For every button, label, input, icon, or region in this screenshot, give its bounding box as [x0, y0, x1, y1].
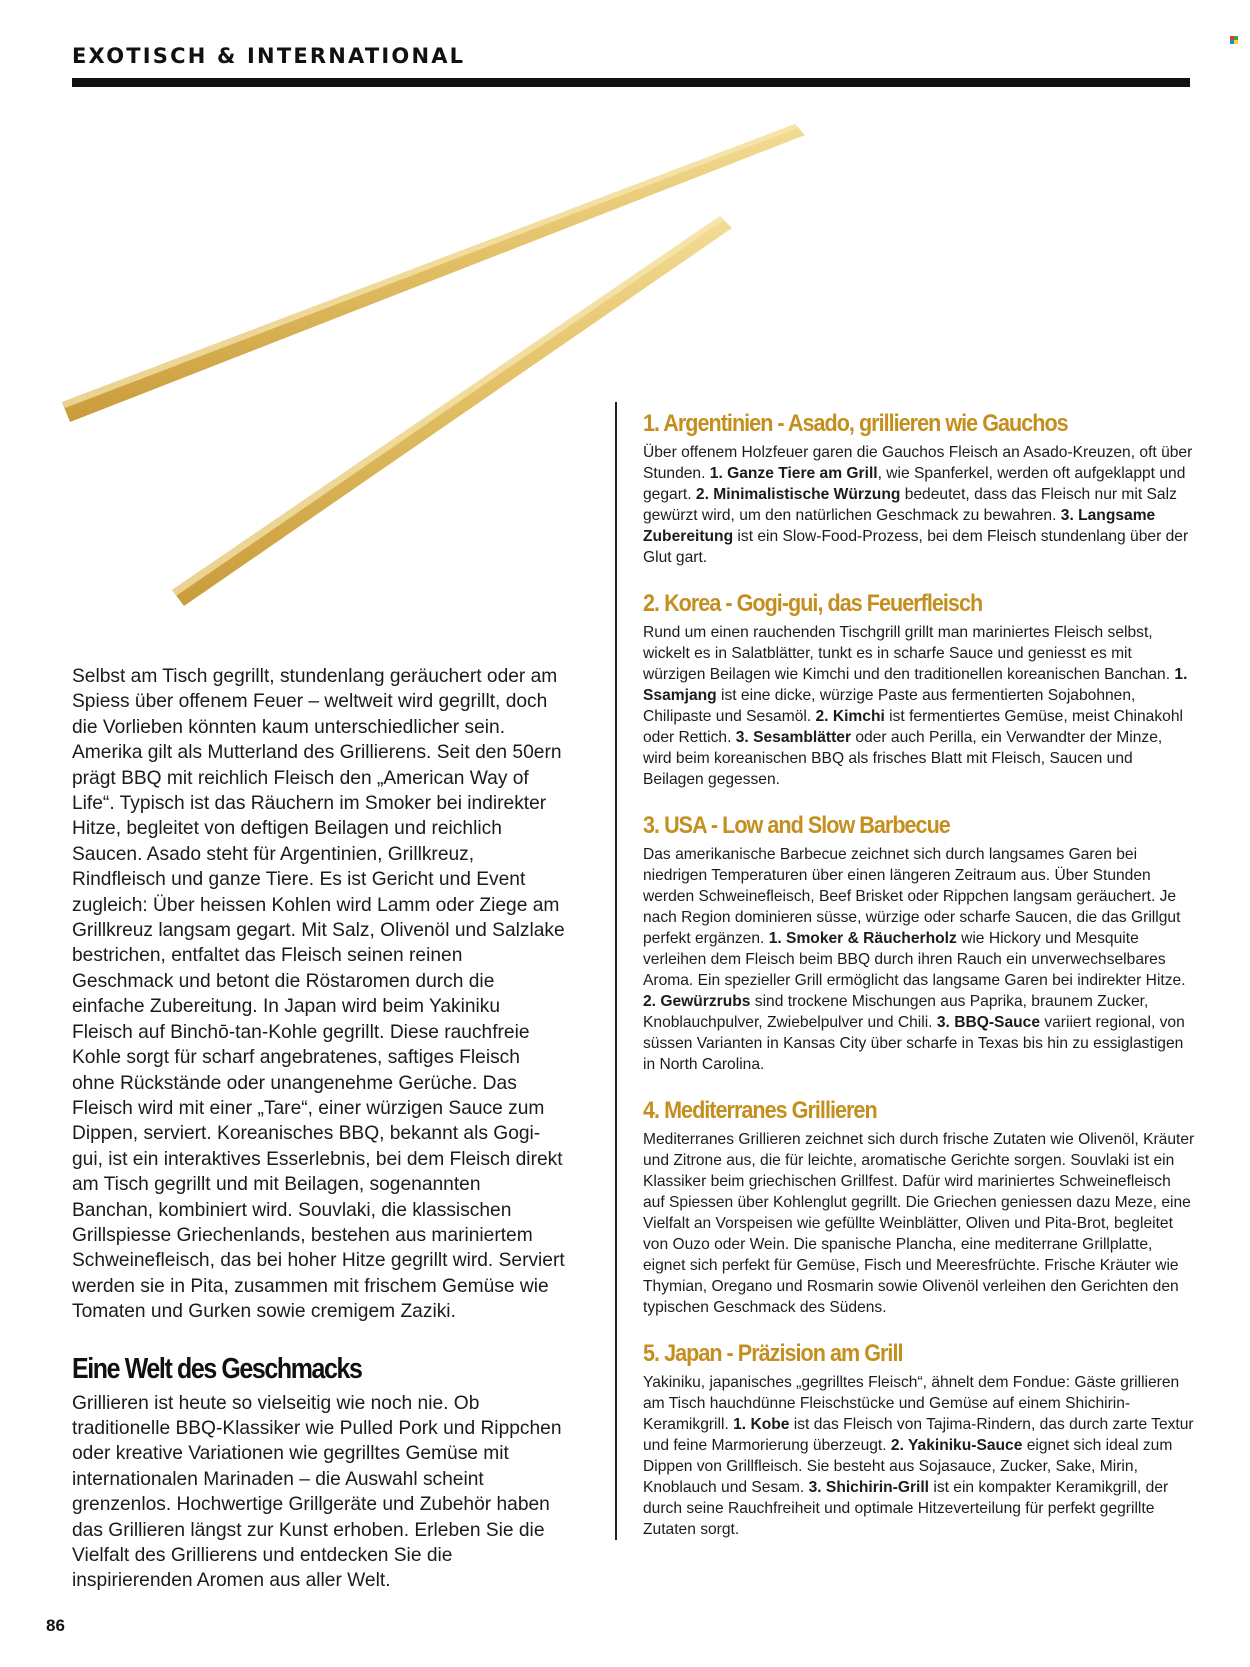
- color-registration-mark: [1230, 36, 1238, 44]
- section-body: [643, 1372, 1195, 1540]
- body-text: variiert regional, von süssen Varianten in Kansas City über scharfe in Texas bis hin zu essiglastigen in North Carolina.: [643, 1014, 1185, 1073]
- left-column: [72, 664, 566, 1594]
- body-text: ist ein Slow-Food-Prozess, bei dem Fleisch stundenlang über der Glut gart.: [643, 528, 1189, 566]
- column-divider: [615, 402, 617, 1540]
- body-text: bedeutet, dass das Fleisch nur mit Salz gewürzt wird, um den natürlichen Geschmack zu bewahren.: [643, 486, 1177, 524]
- highlight-term: 2. Kimchi: [815, 708, 885, 725]
- intro-paragraph: Selbst am Tisch gegrillt, stundenlang geräuchert oder am Spiess über offenem Feuer – weltweit wird gegrillt, doch die Vorlieben könnten kaum unterschiedlicher sein. Amerika gilt als Mutterland des Grillierens. Seit den 50ern prägt BBQ mit reichlich Fleisch den „American Way of Life“. Typisch ist das Räuchern im Smoker bei indirekter Hitze, begleitet von deftigen Beilagen und reichlich Saucen. Asado steht für Argentinien, Grillkreuz, Rindfleisch und ganze Tiere. Es ist Gericht und Event zugleich: Über heissen Kohlen wird Lamm oder Ziege am Grillkreuz langsam gegart. Mit Salz, Olivenöl und Salzlake bestrichen, entfaltet das Fleisch seinen reinen Geschmack und betont die Röstaromen durch die einfache Zubereitung. In Japan wird beim Yakiniku Fleisch auf Binchō-tan-Kohle gegrillt. Diese rauchfreie Kohle sorgt für scharf angebratenes, saftiges Fleisch ohne Rückstände oder unangenehme Gerüche. Das Fleisch wird mit einer „Tare“, einer würzigen Sauce zum Dippen, serviert. Koreanisches BBQ, bekannt als Gogi-gui, ist ein interaktives Esserlebnis, bei dem Fleisch direkt am Tisch gegrillt und mit Beilagen, sogenannten Banchan, kombiniert wird. Souvlaki, die klassischen Grillspiesse Griechenlands, bestehen aus mariniertem Schweinefleisch, das bei hoher Hitze gegrillt wird. Serviert werden sie in Pita, zusammen mit frischem Gemüse wie Tomaten und Gurken sowie cremigem Zaziki.: [72, 666, 565, 1323]
- section-2: [643, 588, 1195, 790]
- section-4: [643, 1095, 1195, 1318]
- section-title: 2. Korea - Gogi-gui, das Feuerfleisch: [643, 590, 983, 617]
- highlight-term: 2. Minimalistische Würzung: [695, 486, 901, 503]
- highlight-term: 1. Kobe: [733, 1416, 790, 1433]
- section-kicker: EXOTISCH & INTERNATIONAL: [72, 44, 466, 68]
- body-text: ist fermentiertes Gemüse, meist Chinakohl oder Rettich.: [643, 708, 1183, 746]
- section-title: 1. Argentinien - Asado, grillieren wie Gauchos: [643, 410, 1068, 437]
- section-body: [643, 1129, 1195, 1318]
- body-text: oder auch Perilla, ein Verwandter der Minze, wird beim koreanischen BBQ als frisches Blatt mit Fleisch, Saucen und Beilagen gegessen.: [643, 729, 1163, 788]
- body-text: Rund um einen rauchenden Tischgrill grillt man mariniertes Fleisch selbst, wickelt es in Salatblätter, tunkt es in scharfe Sauce und geniesst es mit würzigen Beilagen wie Kimchi und den traditionellen koreanischen Banchan.: [643, 624, 1175, 683]
- regional-sections: [643, 408, 1195, 1560]
- body-text: Über offenem Holzfeuer garen die Gauchos Fleisch an Asado-Kreuzen, oft über Stunden.: [643, 444, 1193, 482]
- body-text: eignet sich ideal zum Dippen von Grillfleisch. Sie besteht aus Sojasauce, Zucker, Sake, Mirin, Knoblauch und Sesam.: [643, 1437, 1173, 1496]
- body-text: ist eine dicke, würzige Paste aus fermentierten Sojabohnen, Chilipaste und Sesamöl.: [643, 687, 1136, 725]
- highlight-term: 2. Gewürzrubs: [643, 993, 751, 1010]
- section-5: [643, 1338, 1195, 1540]
- section-title: 5. Japan - Präzision am Grill: [643, 1340, 903, 1367]
- section-1: [643, 408, 1195, 568]
- highlight-term: 3. BBQ-Sauce: [936, 1014, 1040, 1031]
- highlight-term: 1. Smoker & Räucherholz: [768, 930, 957, 947]
- section-3: [643, 810, 1195, 1075]
- highlight-term: 2. Yakiniku-Sauce: [890, 1437, 1023, 1454]
- body-text: ist ein kompakter Keramikgrill, der durch seine Rauchfreiheit und optimale Hitzeverteilung für perfekt gegrillte Zutaten sorgt.: [643, 1479, 1169, 1538]
- highlight-term: 3. Sesamblätter: [735, 729, 852, 746]
- highlight-term: 1. Ssamjang: [643, 666, 1188, 704]
- body-text: sind trockene Mischungen aus Paprika, braunem Zucker, Knoblauchpulver, Zwiebelpulver und Chili.: [643, 993, 1149, 1031]
- body-text: Das amerikanische Barbecue zeichnet sich durch langsames Garen bei niedrigen Temperaturen über einen längeren Zeitraum aus. Über Stunden werden Schweinefleisch, Beef Brisket oder Rippchen langsam geräuchert. Je nach Region dominieren süsse, würzige oder scharfe Saucen, die das Grillgut perfekt ergänzen.: [643, 846, 1181, 947]
- section-body: [643, 622, 1195, 790]
- body-text: , wie Spanferkel, werden oft aufgeklappt und gegart.: [643, 465, 1186, 503]
- section-body: [643, 844, 1195, 1075]
- header-rule: [72, 78, 1190, 87]
- highlight-term: 3. Langsame Zubereitung: [643, 507, 1156, 545]
- highlight-term: 3. Shichirin-Grill: [808, 1479, 930, 1496]
- section-body: [643, 442, 1195, 568]
- chopstick-upper: [62, 124, 805, 422]
- closing-paragraph: Grillieren ist heute so vielseitig wie noch nie. Ob traditionelle BBQ-Klassiker wie Pulled Pork und Rippchen oder kreative Variationen wie gegrilltes Gemüse mit internationalen Marinaden – die Auswahl scheint grenzenlos. Hochwertige Grillgeräte und Zubehör haben das Grillieren längst zur Kunst erhoben. Erleben Sie die Vielfalt des Grillierens und entdecken Sie die inspirierenden Aromen aus aller Welt.: [72, 1392, 562, 1592]
- page-number: 86: [46, 1616, 65, 1635]
- body-text: ist das Fleisch von Tajima-Rindern, das durch zarte Textur und feine Marmorierung überzeugt.: [643, 1416, 1194, 1454]
- body-text: wie Hickory und Mesquite verleihen dem Fleisch beim BBQ durch ihren Rauch ein unverwechselbares Aroma. Ein spezieller Grill ermöglicht das langsame Garen bei indirekter Hitze.: [643, 930, 1186, 989]
- highlight-term: 1. Ganze Tiere am Grill: [709, 465, 878, 482]
- subheading-eine-welt: Eine Welt des Geschmacks: [72, 1352, 362, 1385]
- section-title: 3. USA - Low and Slow Barbecue: [643, 812, 950, 839]
- body-text: Yakiniku, japanisches „gegrilltes Fleisch“, ähnelt dem Fondue: Gäste grillieren am Tisch hauchdünne Fleischstücke und Gemüse auf einem Shichirin-Keramikgrill.: [643, 1374, 1180, 1433]
- body-text: Mediterranes Grillieren zeichnet sich durch frische Zutaten wie Olivenöl, Kräuter und Zitrone aus, die für leichte, aromatische Gerichte sorgen. Souvlaki ist ein Klassiker beim griechischen Grillfest. Dafür wird mariniertes Schweinefleisch auf Spiessen über Kohlenglut gegrillt. Die Griechen geniessen dazu Meze, eine Vielfalt an Vorspeisen wie gefüllte Weinblätter, Oliven und Pita-Brot, begleitet von Ouzo oder Wein. Die spanische Plancha, eine mediterrane Grillplatte, eignet sich perfekt für Gemüse, Fisch und Meeresfrüchte. Frische Kräuter wie Thymian, Oregano und Rosmarin sowie Olivenöl verleihen den Gerichten den typischen Geschmack des Südens.: [643, 1131, 1195, 1316]
- section-title: 4. Mediterranes Grillieren: [643, 1097, 877, 1124]
